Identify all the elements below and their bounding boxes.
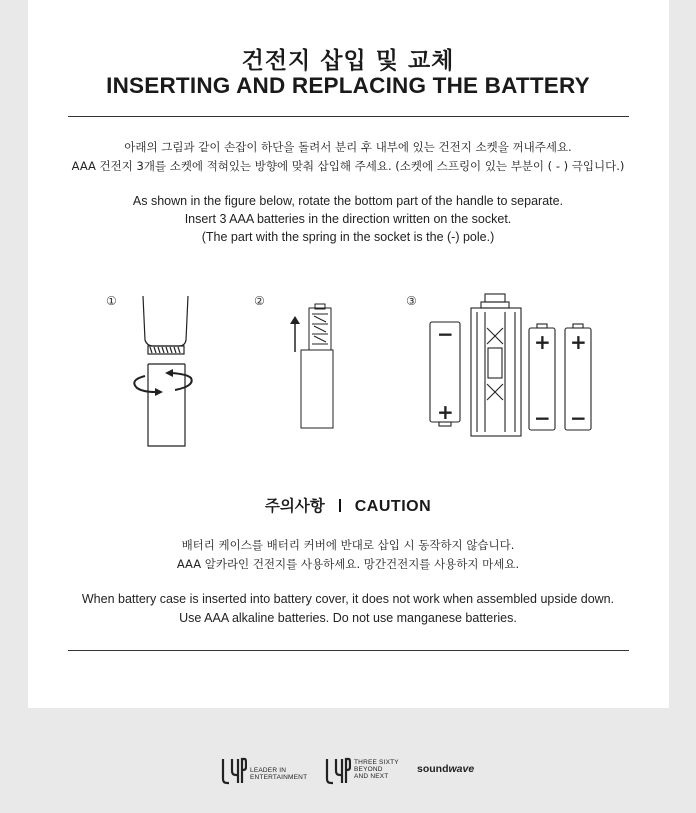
instruction-ko-2: AAA 건전지 3개를 소켓에 적혀있는 방향에 맞춰 삽입해 주세요. (소켓에 스프링이 있는 부분이 ( - ) 극입니다.) — [71, 159, 625, 173]
caution-en-2: Use AAA alkaline batteries. Do not use manganese batteries. — [179, 611, 517, 625]
minus-sign: − — [437, 322, 454, 346]
jyp-logo-icon — [221, 757, 247, 785]
top-divider — [68, 116, 629, 117]
caution-english: CAUTION — [354, 498, 432, 515]
instruction-ko-1: 아래의 그림과 같이 손잡이 하단을 돌려서 분리 후 내부에 있는 건전지 소켓을 꺼내주세요. — [124, 140, 572, 154]
instruction-en-2: Insert 3 AAA batteries in the direction written on the socket. — [184, 212, 512, 226]
caution-ko-1: 배터리 케이스를 배터리 커버에 반대로 삽입 시 동작하지 않습니다. — [181, 538, 515, 552]
battery-socket-open — [471, 308, 521, 436]
title-english: INSERTING AND REPLACING THE BATTERY — [106, 73, 590, 98]
step-1-number: ① — [106, 294, 117, 308]
up-arrow-icon — [290, 316, 300, 352]
plus-sign: + — [534, 330, 551, 354]
plus-sign: + — [437, 400, 454, 424]
step-1-illustration — [125, 294, 205, 450]
jyp1-tagline: LEADER IN ENTERTAINMENT — [250, 767, 308, 781]
title-korean: 건전지 삽입 및 교체 — [241, 48, 455, 74]
step-2-number: ② — [254, 294, 265, 308]
handle-top-part — [143, 296, 188, 346]
soundwave-logo: soundwave — [417, 763, 475, 775]
caution-en-1: When battery case is inserted into battery cover, it does not work when assembled upside down. — [81, 592, 615, 606]
caution-heading — [0, 494, 696, 516]
jyp2-tagline: THREE SIXTY BEYOND AND NEXT — [354, 759, 399, 780]
step-3-number: ③ — [406, 294, 417, 308]
handle-shell — [301, 350, 333, 428]
minus-sign: − — [534, 406, 551, 430]
divider-bar — [339, 499, 341, 512]
plus-sign: + — [570, 330, 587, 354]
instruction-en-1: As shown in the figure below, rotate the bottom part of the handle to separate. — [132, 194, 564, 208]
instruction-en-3: (The part with the spring in the socket is the (-) pole.) — [201, 230, 495, 244]
minus-sign: − — [570, 406, 587, 430]
rotate-arrow-icon — [134, 373, 191, 392]
caution-korean: 주의사항 — [264, 497, 325, 515]
step-2-illustration — [285, 300, 345, 435]
bottom-divider — [68, 650, 629, 651]
jyp-logo-icon — [325, 757, 351, 785]
caution-ko-2: AAA 알카라인 건전지를 사용하세요. 망간건전지를 사용하지 마세요. — [176, 557, 520, 571]
handle-bottom-part — [148, 364, 185, 446]
